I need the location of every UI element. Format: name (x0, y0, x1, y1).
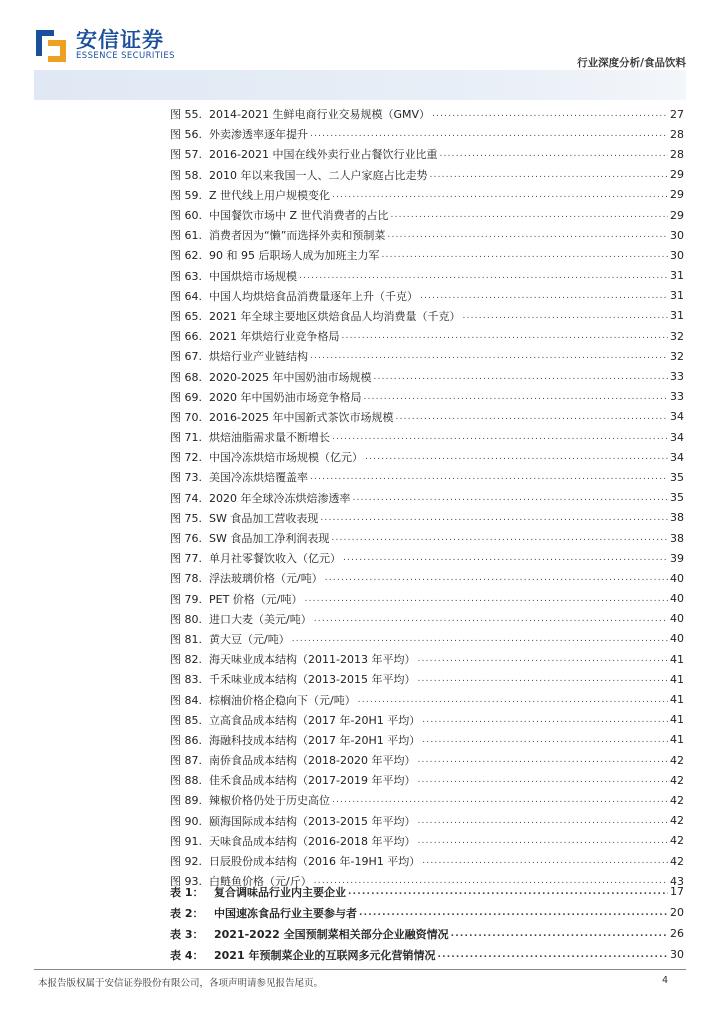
entry-label: 图 60. (170, 209, 202, 223)
figure-entry[interactable] (170, 286, 684, 306)
leader-dots (422, 856, 668, 866)
entry-title: 复合调味品行业内主要企业 (214, 885, 346, 899)
table-list (170, 881, 684, 965)
leader-dots (325, 573, 668, 583)
entry-label: 图 66. (170, 330, 202, 344)
leader-dots (463, 311, 669, 321)
leader-dots (353, 493, 669, 503)
entry-page: 31 (670, 309, 684, 323)
report-section: 行业深度分析/食品饮料 (577, 57, 686, 69)
entry-page: 35 (670, 491, 684, 505)
entry-title: 2016-2025 年中国新式茶饮市场规模 (209, 410, 394, 424)
entry-label: 图 67. (170, 350, 202, 364)
table-entry[interactable] (170, 902, 684, 923)
entry-label: 图 56. (170, 128, 202, 142)
leader-dots (417, 836, 668, 846)
entry-page: 41 (670, 713, 684, 727)
entry-page: 29 (670, 188, 684, 202)
leader-dots (422, 715, 668, 725)
entry-title: 中国速冻食品行业主要参与者 (214, 906, 357, 920)
entry-title: 2016-2021 中国在线外卖行业占餐饮行业比重 (209, 148, 438, 162)
figure-list (170, 104, 684, 891)
entry-title: 2014-2021 生鲜电商行业交易规模（GMV） (209, 108, 430, 122)
leader-dots (332, 432, 668, 442)
figure-entry[interactable] (170, 609, 684, 629)
figure-entry[interactable] (170, 669, 684, 689)
entry-page: 41 (670, 733, 684, 747)
entry-page: 28 (670, 147, 684, 161)
entry-title: 立高食品成本结构（2017 年-20H1 平均） (209, 713, 421, 727)
figure-entry[interactable] (170, 185, 684, 205)
table-entry[interactable] (170, 923, 684, 944)
figure-entry[interactable] (170, 488, 684, 508)
entry-label: 图 64. (170, 289, 202, 303)
table-entry[interactable] (170, 881, 684, 902)
entry-title: 90 和 95 后职场人成为加班主力军 (209, 249, 380, 263)
entry-page: 40 (670, 571, 684, 585)
entry-title: PET 价格（元/吨） (209, 592, 303, 606)
figure-entry[interactable] (170, 811, 684, 831)
leader-dots (420, 291, 668, 301)
entry-title: 辣椒价格仍处于历史高位 (209, 794, 330, 808)
entry-title: 千禾味业成本结构（2013-2015 年平均） (209, 673, 416, 687)
entry-page: 30 (670, 948, 684, 961)
entry-label: 图 70. (170, 410, 202, 424)
entry-label: 图 59. (170, 188, 202, 202)
figure-entry[interactable] (170, 205, 684, 225)
entry-label: 图 69. (170, 390, 202, 404)
entry-title: 美国冷冻烘焙覆盖率 (209, 471, 308, 485)
leader-dots (314, 614, 668, 624)
entry-label: 图 80. (170, 612, 202, 626)
leader-dots (395, 412, 668, 422)
figure-entry[interactable] (170, 266, 684, 286)
entry-label: 图 61. (170, 229, 202, 243)
figure-entry[interactable] (170, 144, 684, 164)
figure-entry[interactable] (170, 387, 684, 407)
leader-dots (417, 674, 668, 684)
entry-page: 34 (670, 450, 684, 464)
entry-page: 29 (670, 168, 684, 182)
entry-page: 34 (670, 430, 684, 444)
leader-dots (343, 553, 668, 563)
figure-entry[interactable] (170, 366, 684, 386)
entry-label: 图 77. (170, 552, 202, 566)
entry-label: 图 55. (170, 108, 202, 122)
entry-label: 图 58. (170, 168, 202, 182)
footer-disclaimer: 本报告版权属于安信证券股份有限公司，各项声明请参见报告尾页。 (38, 978, 324, 989)
leader-dots (310, 351, 668, 361)
entry-page: 39 (670, 551, 684, 565)
entry-label: 图 89. (170, 794, 202, 808)
leader-dots (332, 795, 668, 805)
entry-title: 单月社零餐饮收入（亿元） (209, 552, 341, 566)
entry-title: 海天味业成本结构（2011-2013 年平均） (209, 653, 416, 667)
figure-entry[interactable] (170, 750, 684, 770)
entry-title: 白鲢鱼价格（元/斤） (209, 875, 312, 889)
figure-entry[interactable] (170, 649, 684, 669)
entry-page: 30 (670, 228, 684, 242)
entry-title: 黄大豆（元/吨） (209, 632, 290, 646)
figure-entry[interactable] (170, 326, 684, 346)
entry-title: 进口大麦（美元/吨） (209, 612, 312, 626)
table-entry[interactable] (170, 944, 684, 965)
figure-entry[interactable] (170, 730, 684, 750)
entry-title: 2010 年以来我国一人、二人户家庭占比走势 (209, 168, 428, 182)
entry-title: 2021 年烘焙行业竞争格局 (209, 330, 340, 344)
footer-divider (34, 969, 686, 970)
entry-label: 图 75. (170, 511, 202, 525)
leader-dots (373, 372, 668, 382)
entry-page: 26 (670, 927, 684, 940)
leader-dots (387, 230, 668, 240)
entry-page: 40 (670, 612, 684, 626)
figure-entry[interactable] (170, 225, 684, 245)
entry-page: 40 (670, 592, 684, 606)
entry-title: 中国烘焙市场规模 (209, 269, 297, 283)
leader-dots (417, 816, 668, 826)
entry-label: 图 68. (170, 370, 202, 384)
entry-title: 外卖渗透率逐年提升 (209, 128, 308, 142)
entry-page: 42 (670, 793, 684, 807)
entry-page: 43 (670, 874, 684, 888)
figure-entry[interactable] (170, 831, 684, 851)
leader-dots (365, 452, 668, 462)
entry-label: 图 87. (170, 754, 202, 768)
entry-title: 日辰股份成本结构（2016 年-19H1 平均） (209, 855, 421, 869)
entry-label: 图 73. (170, 471, 202, 485)
leader-dots (305, 594, 668, 604)
entry-label: 图 88. (170, 774, 202, 788)
figure-entry[interactable] (170, 589, 684, 609)
entry-page: 42 (670, 773, 684, 787)
entry-title: 南侨食品成本结构（2018-2020 年平均） (209, 754, 416, 768)
entry-title: 2021 年全球主要地区烘焙食品人均消费量（千克） (209, 309, 461, 323)
leader-dots (310, 472, 668, 482)
entry-page: 28 (670, 127, 684, 141)
entry-page: 29 (670, 208, 684, 222)
figure-entry[interactable] (170, 629, 684, 649)
entry-label: 图 63. (170, 269, 202, 283)
entry-title: SW 食品加工营收表现 (209, 511, 319, 525)
leader-dots (439, 149, 668, 159)
brand-subtitle: ESSENCE SECURITIES (76, 51, 175, 61)
leader-dots (299, 271, 668, 281)
entry-page: 17 (670, 885, 684, 898)
entry-page: 33 (670, 390, 684, 404)
entry-label: 图 82. (170, 653, 202, 667)
entry-title: 中国人均烘焙食品消费量逐年上升（千克） (209, 289, 418, 303)
entry-page: 42 (670, 814, 684, 828)
leader-dots (422, 735, 668, 745)
figure-entry[interactable] (170, 568, 684, 588)
entry-title: 烘焙行业产业链结构 (209, 350, 308, 364)
entry-label: 图 65. (170, 309, 202, 323)
entry-label: 图 79. (170, 592, 202, 606)
leader-dots (381, 250, 668, 260)
entry-title: 颐海国际成本结构（2013-2015 年平均） (209, 814, 416, 828)
leader-dots (432, 109, 668, 119)
entry-page: 32 (670, 329, 684, 343)
figure-entry[interactable] (170, 104, 684, 124)
leader-dots (331, 533, 668, 543)
entry-title: 2021-2022 全国预制菜相关部分企业融资情况 (214, 927, 449, 941)
leader-dots (348, 887, 668, 897)
entry-page: 32 (670, 349, 684, 363)
entry-title: 棕榈油价格企稳向下（元/吨） (209, 693, 356, 707)
entry-page: 40 (670, 632, 684, 646)
entry-page: 31 (670, 289, 684, 303)
leader-dots (364, 392, 669, 402)
entry-label: 图 62. (170, 249, 202, 263)
entry-page: 41 (670, 693, 684, 707)
entry-page: 38 (670, 511, 684, 525)
figure-entry[interactable] (170, 427, 684, 447)
figure-entry[interactable] (170, 306, 684, 326)
figure-entry[interactable] (170, 467, 684, 487)
figure-entry[interactable] (170, 689, 684, 709)
entry-title: 2020-2025 年中国奶油市场规模 (209, 370, 372, 384)
header-band (34, 70, 686, 100)
entry-page: 42 (670, 854, 684, 868)
entry-label: 表 1： (170, 885, 204, 899)
entry-label: 图 92. (170, 855, 202, 869)
entry-title: 天味食品成本结构（2016-2018 年平均） (209, 834, 416, 848)
leader-dots (342, 331, 669, 341)
entry-page: 38 (670, 531, 684, 545)
entry-page: 30 (670, 248, 684, 262)
figure-entry[interactable] (170, 245, 684, 265)
leader-dots (430, 170, 669, 180)
figure-entry[interactable] (170, 770, 684, 790)
entry-label: 表 3： (170, 927, 204, 941)
entry-label: 图 71. (170, 431, 202, 445)
entry-title: 2020 年中国奶油市场竞争格局 (209, 390, 362, 404)
entry-title: 浮法玻璃价格（元/吨） (209, 572, 323, 586)
entry-page: 34 (670, 410, 684, 424)
figure-entry[interactable] (170, 124, 684, 144)
entry-page: 20 (670, 906, 684, 919)
entry-label: 图 74. (170, 491, 202, 505)
brand-name: 安信证券 (76, 28, 164, 52)
entry-title: 2021 年预制菜企业的互联网多元化营销情况 (214, 948, 436, 962)
figure-entry[interactable] (170, 548, 684, 568)
entry-label: 图 78. (170, 572, 202, 586)
leader-dots (320, 513, 668, 523)
figure-entry[interactable] (170, 528, 684, 548)
leader-dots (332, 190, 668, 200)
figure-entry[interactable] (170, 851, 684, 871)
entry-label: 图 93. (170, 875, 202, 889)
leader-dots (417, 775, 668, 785)
entry-label: 图 84. (170, 693, 202, 707)
entry-label: 表 4： (170, 948, 204, 962)
entry-title: 中国餐饮市场中 Z 世代消费者的占比 (209, 209, 389, 223)
entry-page: 41 (670, 672, 684, 686)
entry-title: SW 食品加工净利润表现 (209, 532, 330, 546)
leader-dots (417, 654, 668, 664)
entry-title: 佳禾食品成本结构（2017-2019 年平均） (209, 774, 416, 788)
leader-dots (437, 950, 668, 960)
figure-entry[interactable] (170, 508, 684, 528)
entry-label: 图 81. (170, 632, 202, 646)
leader-dots (359, 908, 668, 918)
entry-title: 2020 年全球冷冻烘焙渗透率 (209, 491, 351, 505)
entry-label: 图 86. (170, 733, 202, 747)
entry-page: 27 (670, 107, 684, 121)
figure-entry[interactable] (170, 346, 684, 366)
brand-logo (34, 22, 194, 66)
leader-dots (292, 634, 668, 644)
essence-logo-icon (34, 24, 68, 62)
entry-page: 31 (670, 269, 684, 283)
leader-dots (310, 129, 668, 139)
figure-entry[interactable] (170, 447, 684, 467)
entry-label: 图 91. (170, 834, 202, 848)
figure-entry[interactable] (170, 407, 684, 427)
entry-title: 消费者因为“懒”而选择外卖和预制菜 (209, 229, 386, 243)
entry-page: 33 (670, 370, 684, 384)
entry-label: 图 76. (170, 532, 202, 546)
entry-page: 42 (670, 753, 684, 767)
leader-dots (451, 929, 668, 939)
entry-title: 中国冷冻烘焙市场规模（亿元） (209, 451, 363, 465)
leader-dots (417, 755, 668, 765)
figure-entry[interactable] (170, 790, 684, 810)
entry-page: 41 (670, 652, 684, 666)
entry-label: 图 83. (170, 673, 202, 687)
entry-label: 表 2： (170, 906, 204, 920)
entry-page: 42 (670, 834, 684, 848)
entry-page: 35 (670, 470, 684, 484)
entry-title: Z 世代线上用户规模变化 (209, 188, 331, 202)
entry-title: 海融科技成本结构（2017 年-20H1 平均） (209, 733, 421, 747)
entry-label: 图 85. (170, 713, 202, 727)
entry-title: 烘焙油脂需求量不断增长 (209, 431, 330, 445)
entry-label: 图 57. (170, 148, 202, 162)
page-number: 4 (661, 975, 668, 986)
figure-entry[interactable] (170, 165, 684, 185)
entry-label: 图 90. (170, 814, 202, 828)
leader-dots (391, 210, 668, 220)
entry-label: 图 72. (170, 451, 202, 465)
leader-dots (358, 695, 668, 705)
figure-entry[interactable] (170, 710, 684, 730)
